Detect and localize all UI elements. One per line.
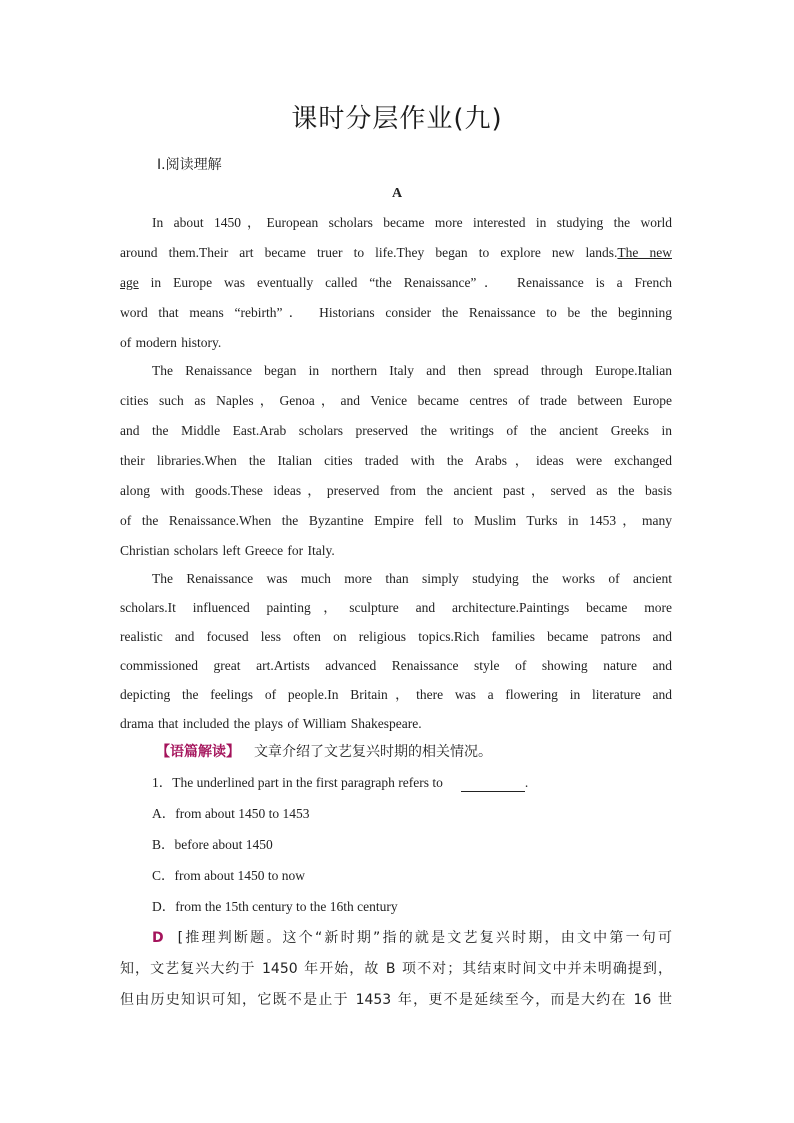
answer-blank (461, 775, 525, 792)
text-line: their libraries.When the Italian cities traded with the Arabs，ideas were exchanged (120, 453, 672, 468)
text-line (120, 923, 672, 954)
question-stem (152, 768, 528, 798)
text-span: [推理判断题。这个“新时期”指的就是文艺复兴时期，由文中第一句可 (177, 930, 672, 946)
text-line: along with goods.These ideas，preserved from the ancient past，served as the basis (120, 483, 672, 498)
answer-letter: D (152, 930, 164, 946)
text-line: The Renaissance began in northern Italy and then spread through Europe.Italian (152, 363, 672, 378)
option-b: B．before about 1450 (152, 837, 273, 852)
paragraph-2 (120, 356, 672, 566)
text-line: of modern history. (120, 335, 222, 350)
text-line (120, 238, 672, 268)
text-line: word that means “rebirth”． Historians consider the Renaissance to be the beginning (120, 305, 672, 320)
page-title: 课时分层作业(九) (291, 104, 503, 134)
summary-text: 文章介绍了文艺复兴时期的相关情况。 (254, 744, 492, 760)
text-line: Christian scholars left Greece for Italy. (120, 543, 335, 558)
summary-tag: 【语篇解读】 (156, 744, 240, 760)
underlined-text: The new (617, 245, 672, 260)
text-span: around them.Their art became truer to life.They began to explore new lands. (120, 245, 618, 260)
text-line: and the Middle East.Arab scholars preserved the writings of the ancient Greeks in (120, 423, 672, 438)
text-span: in Europe was eventually called “the Renaissance”． Renaissance is a French (150, 275, 672, 290)
text-line: cities such as Naples，Genoa，and Venice became centres of trade between Europe (120, 393, 672, 408)
passage-summary (156, 737, 492, 767)
question-end: . (524, 775, 529, 790)
text-line: scholars.It influenced painting，sculpture and architecture.Paintings became more (120, 600, 672, 615)
option-a: A．from about 1450 to 1453 (152, 806, 310, 821)
section-heading: Ⅰ.阅读理解 (157, 157, 222, 173)
passage-label: A (391, 186, 403, 201)
text-line: The Renaissance was much more than simply studying the works of ancient (152, 571, 672, 586)
question-text: 1．The underlined part in the first paragraph refers to (152, 775, 443, 790)
text-line: In about 1450，European scholars became more interested in studying the world (152, 215, 672, 230)
text-line: realistic and focused less often on religious topics.Rich families became patrons and (120, 629, 672, 644)
paragraph-1 (120, 208, 672, 358)
text-line: 知，文艺复兴大约于 1450 年开始，故 B 项不对；其结束时间文中并未明确提到， (120, 961, 672, 977)
text-line: commissioned great art.Artists advanced Renaissance style of showing nature and (120, 658, 672, 673)
option-c: C．from about 1450 to now (152, 868, 305, 883)
paragraph-3 (120, 564, 672, 738)
text-line: drama that included the plays of William Shakespeare. (120, 716, 422, 731)
option-d: D．from the 15th century to the 16th century (152, 899, 398, 914)
text-line: 但由历史知识可知，它既不是止于 1453 年，更不是延续至今，而是大约在 16 世 (120, 992, 672, 1008)
answer-explanation (120, 923, 672, 1016)
underlined-text: age (120, 275, 139, 290)
text-line: depicting the feelings of people.In Britain，there was a flowering in literature and (120, 687, 672, 702)
text-line: of the Renaissance.When the Byzantine Empire fell to Muslim Turks in 1453，many (120, 513, 672, 528)
text-line (120, 268, 672, 298)
